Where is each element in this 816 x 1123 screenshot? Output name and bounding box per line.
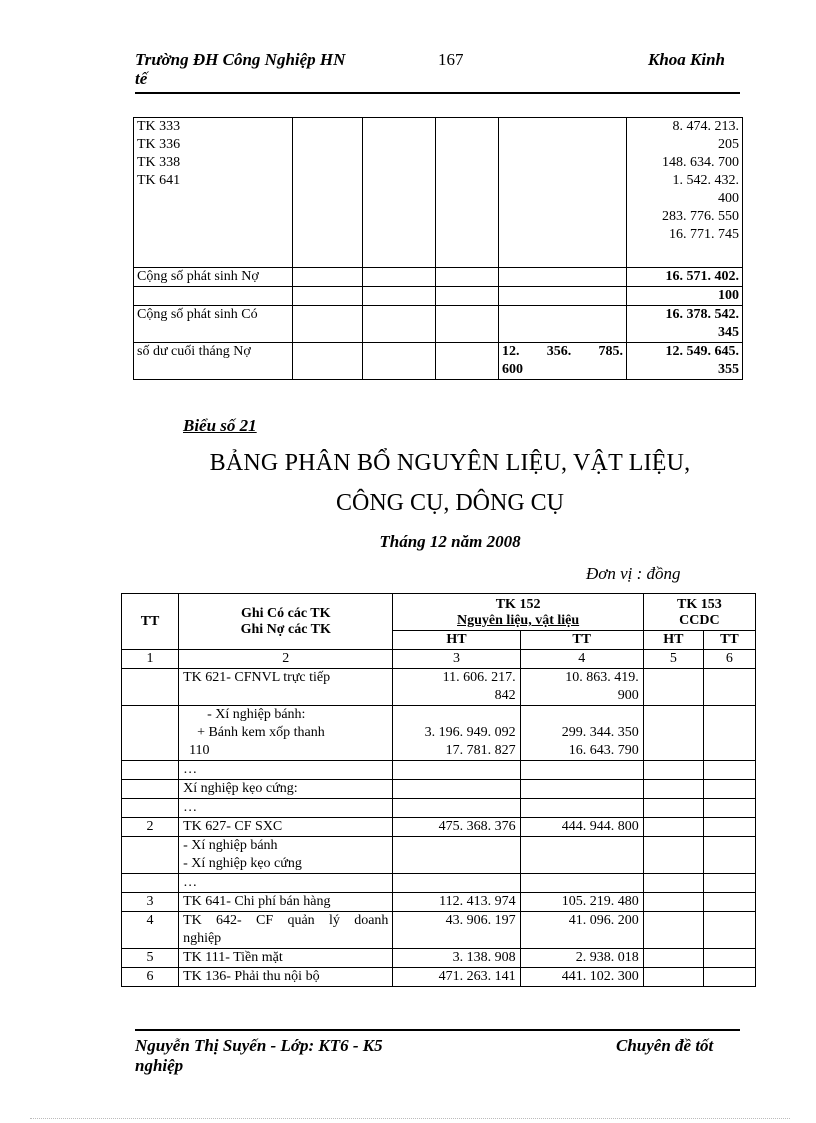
ledger-account-list: TK 333 TK 336 TK 338 TK 641 — [134, 118, 293, 268]
table-row: Xí nghiệp kẹo cứng: — [122, 780, 756, 799]
table-row: 5 TK 111- Tiền mặt 3. 138. 908 2. 938. 018 — [122, 949, 756, 968]
header-school: Trường ĐH Công Nghiệp HN tế — [135, 50, 346, 88]
document-title-line2: CÔNG CỤ, DÔNG CỤ — [335, 490, 564, 516]
ledger-debit-total-cont-row: 100 — [134, 287, 743, 306]
table-row: 4 TK 642- CF quản lý doanh nghiệp 43. 906. 197 41. 096. 200 — [122, 912, 756, 949]
form-label: Biểu số 21 — [183, 416, 257, 435]
column-number-row: 1 2 3 4 5 6 — [122, 650, 756, 669]
ledger-amounts: 8. 474. 213. 205 148. 634. 700 1. 542. 432. 400 283. 776. 550 16. 771. 745 — [627, 118, 743, 268]
header-tk152: TK 152 Nguyên liệu, vật liệu — [393, 594, 643, 631]
ledger-table — [133, 117, 743, 380]
table-header-row — [122, 594, 756, 631]
page-number: 167 — [438, 50, 464, 69]
ledger-accounts-row — [134, 118, 743, 268]
header-faculty: Khoa Kinh — [648, 50, 726, 69]
table-subheader-row: HT TT HT TT — [122, 631, 756, 650]
table-row: … — [122, 761, 756, 780]
footer-title: Chuyên đề tốt — [616, 1036, 714, 1055]
allocation-table — [121, 593, 756, 987]
document-period: Tháng 12 năm 2008 — [379, 532, 521, 551]
header-accounts: Ghi Có các TK Ghi Nợ các TK — [179, 594, 393, 650]
header-tt: TT — [122, 594, 179, 650]
footer-rule — [135, 1029, 740, 1031]
table-row: … — [122, 874, 756, 893]
footer-author: Nguyễn Thị Suyến - Lớp: KT6 - K5 nghiệp — [135, 1036, 383, 1075]
ledger-ending-balance-row: số dư cuối tháng Nợ 12. 356. 785. 600 12. 549. 645. 355 — [134, 343, 743, 380]
table-row: TK 621- CFNVL trực tiếp 11. 606. 217. 842 10. 863. 419. 900 — [122, 669, 756, 706]
ledger-debit-total-row: Cộng số phát sinh Nợ 16. 571. 402. — [134, 268, 743, 287]
ledger-credit-total-row: Cộng số phát sinh Có 16. 378. 542. 345 — [134, 306, 743, 343]
page-edge-dots — [30, 1118, 790, 1119]
table-row: - Xí nghiệp bánh - Xí nghiệp kẹo cứng — [122, 837, 756, 874]
header-tk153: TK 153 CCDC — [643, 594, 755, 631]
document-title-line1: BẢNG PHÂN BỔ NGUYÊN LIỆU, VẬT LIỆU, — [209, 450, 691, 476]
currency-unit: Đơn vị : đồng — [586, 564, 681, 583]
table-row: 6 TK 136- Phải thu nội bộ 471. 263. 141 441. 102. 300 — [122, 968, 756, 987]
table-row: - Xí nghiệp bánh: + Bánh kem xốp thanh 110 3. 196. 949. 092 17. 781. 827 299. 344. 350 16. 643. 790 — [122, 706, 756, 761]
table-row: … — [122, 799, 756, 818]
header-rule — [135, 92, 740, 94]
table-row: 3 TK 641- Chi phí bán hàng 112. 413. 974 105. 219. 480 — [122, 893, 756, 912]
table-row: 2 TK 627- CF SXC 475. 368. 376 444. 944. 800 — [122, 818, 756, 837]
